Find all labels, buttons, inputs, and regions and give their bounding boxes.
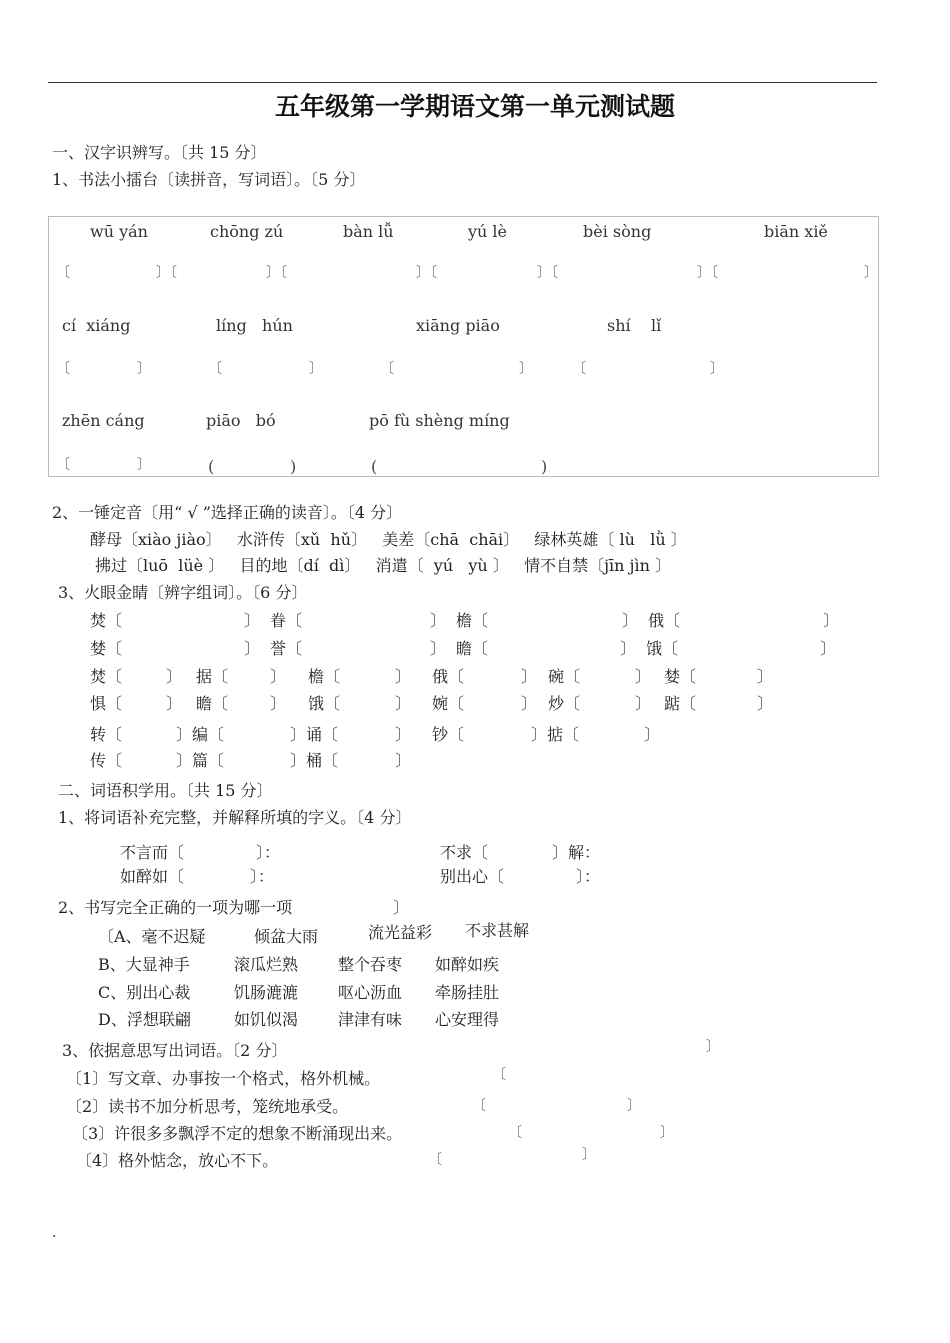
char-item: 眷〔: [270, 611, 303, 630]
char-item: 〕: [395, 667, 412, 686]
answer-bracket[interactable]: 〕: [710, 361, 724, 377]
answer-bracket[interactable]: 〔: [492, 1067, 506, 1083]
char-item: 〕: [521, 694, 538, 713]
char-item: 钞〔: [432, 725, 465, 744]
char-item: 〕: [166, 694, 183, 713]
pinyin-banlv: bàn lǚ: [343, 222, 394, 241]
answer-bracket[interactable]: 〕: [519, 361, 533, 377]
option-c-word: 饥肠漉漉: [234, 983, 299, 1002]
char-item: 婉〔: [432, 694, 465, 713]
answer-bracket[interactable]: 〔: [380, 361, 394, 377]
char-item: 〕: [820, 639, 837, 658]
char-item: 〕: [430, 611, 447, 630]
option-a-word: 倾盆大雨: [254, 927, 319, 946]
answer-bracket[interactable]: ): [290, 457, 297, 476]
answer-bracket[interactable]: 〔: [508, 1125, 522, 1141]
char-item: 〕: [166, 667, 183, 686]
q3-item-3: 〔3〕许很多多飘浮不定的想象不断涌现出来。: [72, 1124, 403, 1143]
char-item: 檐〔: [456, 611, 489, 630]
answer-bracket[interactable]: 〕: [660, 1125, 674, 1141]
pinyin-cixiang: cí xiáng: [62, 316, 131, 335]
idiom-item: 〕：: [250, 867, 275, 886]
s2-q1-heading: 1、将词语补充完整，并解释所填的字义。〔4 分〕: [58, 808, 412, 827]
char-item: 饿〔: [646, 639, 679, 658]
q3-item-2: 〔2〕读书不加分析思考，笼统地承受。: [66, 1097, 349, 1116]
char-item: 誉〔: [270, 639, 303, 658]
answer-bracket[interactable]: 〕: [627, 1098, 641, 1114]
char-item: 饿〔: [308, 694, 341, 713]
char-item: 焚〔: [90, 611, 123, 630]
footer-mark: .: [52, 1225, 57, 1241]
char-item: 〕: [270, 667, 287, 686]
answer-bracket[interactable]: 〕〔: [156, 265, 177, 281]
section1-heading: 一、汉字识辨写。〔共 15 分〕: [52, 143, 267, 162]
answer-bracket[interactable]: 〔: [56, 457, 70, 473]
char-item: 〕: [757, 694, 774, 713]
char-item: 〕: [635, 694, 652, 713]
q3-item-4: 〔4〕格外惦念，放心不下。: [76, 1151, 279, 1170]
s2-q3-heading: 3、依据意思写出词语。〔2 分〕: [62, 1041, 288, 1060]
pinyin-yule: yú lè: [468, 222, 508, 241]
option-c-word: 牵肠挂肚: [435, 983, 500, 1002]
char-item: 〕: [620, 639, 637, 658]
idiom-item: 不言而〔: [120, 843, 185, 862]
char-item: 〕: [395, 694, 412, 713]
option-b-word: 滚瓜烂熟: [234, 955, 299, 974]
option-a[interactable]: 〔A、毫不迟疑: [98, 927, 206, 946]
char-item: 惧〔: [90, 694, 123, 713]
char-item: 〕: [757, 667, 774, 686]
idiom-item: 〕解：: [552, 843, 601, 862]
char-item: 〕: [521, 667, 538, 686]
char-item: 〕: [644, 725, 661, 744]
idiom-item: 如醉如〔: [120, 867, 185, 886]
q3-heading: 3、火眼金睛〔辨字组词〕。〔6 分〕: [58, 583, 308, 602]
answer-bracket[interactable]: 〔: [208, 361, 222, 377]
option-b-word: 整个吞枣: [338, 955, 403, 974]
answer-bracket[interactable]: 〕〔: [697, 265, 718, 281]
answer-bracket[interactable]: 〕: [309, 361, 323, 377]
char-item: 俄〔: [648, 611, 681, 630]
q2-line-1: 酵母〔xiào jiào〕 水浒传〔xǔ hǔ〕 美差〔chā chāi〕 绿林英雄〔 lù lǜ 〕: [90, 530, 687, 549]
pinyin-zhencang: zhēn cáng: [62, 411, 145, 430]
char-item: 〕: [823, 611, 840, 630]
char-item: 〕: [395, 725, 412, 744]
char-item: 俄〔: [432, 667, 465, 686]
char-item: 〕: [622, 611, 639, 630]
q3-item-1: 〔1〕写文章、办事按一个格式，格外机械。: [66, 1069, 381, 1088]
char-item: 檐〔: [308, 667, 341, 686]
pinyin-wuyan: wū yán: [90, 222, 148, 241]
idiom-item: 〕：: [576, 867, 601, 886]
answer-bracket[interactable]: (: [208, 457, 215, 476]
char-item: 〕桶〔: [290, 751, 339, 770]
char-item: 〕编〔: [176, 725, 225, 744]
section2-heading: 二、词语积学用。〔共 15 分〕: [58, 781, 273, 800]
char-item: 〕: [430, 639, 447, 658]
option-b[interactable]: B、大显神手: [98, 955, 190, 974]
option-b-word: 如醉如疾: [435, 955, 500, 974]
s2-q2-heading: 2、书写完全正确的一项为哪一项: [58, 898, 293, 917]
answer-bracket[interactable]: 〔: [472, 1098, 486, 1114]
answer-bracket[interactable]: 〔: [428, 1152, 442, 1168]
answer-bracket[interactable]: 〕〔: [416, 265, 437, 281]
char-item: 婪〔: [664, 667, 697, 686]
pinyin-xiangpiao: xiāng piāo: [416, 316, 500, 335]
pinyin-shili: shí lǐ: [607, 316, 662, 335]
pinyin-box: [48, 216, 879, 477]
pinyin-linghun: líng hún: [216, 316, 293, 335]
answer-bracket[interactable]: 〔: [56, 361, 70, 377]
char-item: 〕诵〔: [290, 725, 339, 744]
pinyin-bianxie: biān xiě: [764, 222, 828, 241]
char-item: 〕: [270, 694, 287, 713]
option-a-word: 流光益彩: [368, 923, 433, 942]
option-c[interactable]: C、别出心裁: [98, 983, 191, 1002]
option-d-word: 津津有味: [338, 1010, 403, 1029]
char-item: 〕: [395, 751, 412, 770]
answer-bracket[interactable]: (: [371, 457, 378, 476]
char-item: 瞻〔: [456, 639, 489, 658]
answer-bracket[interactable]: 〔: [572, 361, 586, 377]
answer-bracket[interactable]: ): [541, 457, 548, 476]
idiom-item: 不求〔: [440, 843, 489, 862]
s2-q2-close: 〕: [393, 898, 410, 917]
q2-line-2: 拂过〔luō lüè 〕 目的地〔dí dì〕 消遣〔 yú yù 〕 情不自禁〔jīn jìn 〕: [95, 556, 672, 575]
char-item: 〕: [244, 611, 261, 630]
answer-bracket[interactable]: 〕: [582, 1147, 596, 1163]
page-title: 五年级第一学期语文第一单元测试题: [274, 92, 675, 121]
char-item: 婪〔: [90, 639, 123, 658]
char-item: 焚〔: [90, 667, 123, 686]
option-d-word: 如饥似渴: [234, 1010, 299, 1029]
option-d-word: 心安理得: [435, 1010, 500, 1029]
answer-bracket[interactable]: 〕: [137, 361, 151, 377]
char-item: 传〔: [90, 751, 123, 770]
pinyin-chongzu: chōng zú: [210, 222, 284, 241]
char-item: 〕: [244, 639, 261, 658]
answer-bracket[interactable]: 〕〔: [537, 265, 558, 281]
idiom-item: 别出心〔: [440, 867, 505, 886]
answer-bracket[interactable]: 〔: [56, 265, 70, 281]
answer-bracket[interactable]: 〕: [864, 265, 878, 281]
pinyin-piaobo: piāo bó: [206, 411, 276, 430]
stray-bracket: 〕: [706, 1039, 720, 1055]
option-d[interactable]: D、浮想联翩: [98, 1010, 191, 1029]
pinyin-beisong: bèi sòng: [583, 222, 652, 241]
char-item: 踮〔: [664, 694, 697, 713]
answer-bracket[interactable]: 〕: [137, 457, 151, 473]
char-item: 〕掂〔: [531, 725, 580, 744]
char-item: 炒〔: [548, 694, 581, 713]
answer-bracket[interactable]: 〕〔: [266, 265, 287, 281]
option-a-word: 不求甚解: [465, 921, 530, 940]
char-item: 〕篇〔: [176, 751, 225, 770]
char-item: 〕: [635, 667, 652, 686]
idiom-item: 〕：: [256, 843, 281, 862]
q1-heading: 1、书法小擂台〔读拼音，写词语〕。〔5 分〕: [52, 170, 366, 189]
char-item: 瞻〔: [196, 694, 229, 713]
q2-heading: 2、一锤定音〔用“ √ ”选择正确的读音〕。〔4 分〕: [52, 503, 403, 522]
pinyin-pofushengming: pō fù shèng míng: [369, 411, 510, 430]
char-item: 转〔: [90, 725, 123, 744]
char-item: 据〔: [196, 667, 229, 686]
top-rule: [48, 82, 877, 83]
option-c-word: 呕心沥血: [338, 983, 403, 1002]
char-item: 碗〔: [548, 667, 581, 686]
